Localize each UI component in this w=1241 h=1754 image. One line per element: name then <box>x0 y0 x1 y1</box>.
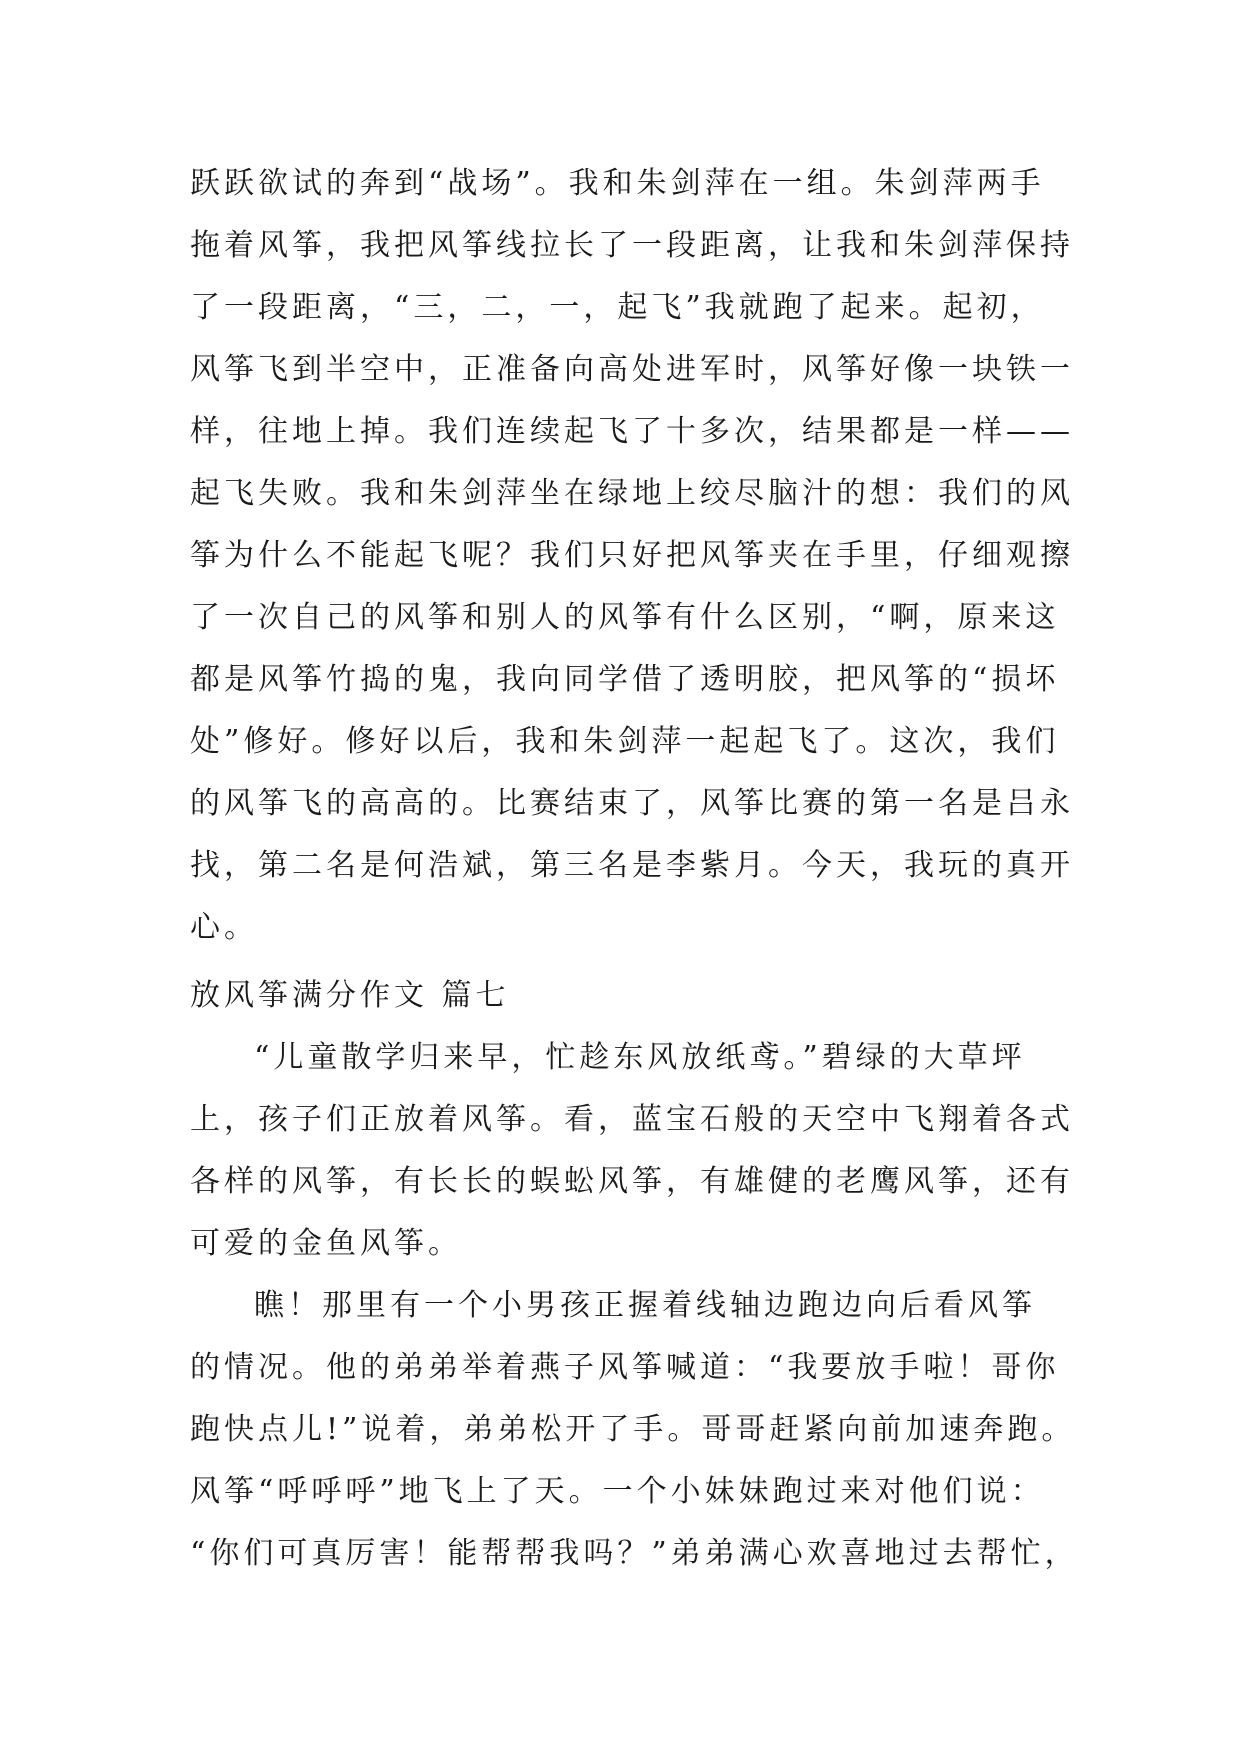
text-line: “儿童散学归来早，忙趁东风放纸鸢。”碧绿的大草坪 <box>254 1040 1026 1075</box>
text-line: 都是风筝竹捣的鬼，我向同学借了透明胶，把风筝的“损坏 <box>190 662 1060 697</box>
text-line: 的情况。他的弟弟举着燕子风筝喊道：“我要放手啦！哥你 <box>190 1350 1060 1385</box>
section-heading: 放风筝满分作文 篇七 <box>190 978 510 1013</box>
text-line: 上，孩子们正放着风筝。看，蓝宝石般的天空中飞翔着各式 <box>190 1102 1074 1137</box>
paragraph-1 <box>190 1027 1074 1275</box>
text-line: 风筝飞到半空中，正准备向高处进军时，风筝好像一块铁一 <box>190 352 1074 387</box>
previous-paragraph <box>190 153 1074 959</box>
text-line: 找，第二名是何浩斌，第三名是李紫月。今天，我玩的真开 <box>190 848 1074 883</box>
paragraph-2 <box>190 1275 1079 1585</box>
text-line: 筝为什么不能起飞呢？我们只好把风筝夹在手里，仔细观擦 <box>190 538 1074 573</box>
text-line: 了一段距离，“三，二，一，起飞”我就跑了起来。起初， <box>190 290 1045 325</box>
text-line: “你们可真厉害！能帮帮我吗？”弟弟满心欢喜地过去帮忙， <box>190 1536 1079 1571</box>
text-line: 跑快点儿!”说着，弟弟松开了手。哥哥赶紧向前加速奔跑。 <box>190 1412 1076 1447</box>
text-line: 的风筝飞的高高的。比赛结束了，风筝比赛的第一名是吕永 <box>190 786 1074 821</box>
text-line: 各样的风筝，有长长的蜈蚣风筝，有雄健的老鹰风筝，还有 <box>190 1164 1074 1199</box>
section-seven <box>190 965 1079 1585</box>
text-line: 样，往地上掉。我们连续起飞了十多次，结果都是一样—— <box>190 414 1074 449</box>
text-line: 处”修好。修好以后，我和朱剑萍一起起飞了。这次，我们 <box>190 724 1060 759</box>
text-line: 瞧！那里有一个小男孩正握着线轴边跑边向后看风筝 <box>254 1288 1036 1323</box>
text-line: 了一次自己的风筝和别人的风筝有什么区别，“啊，原来这 <box>190 600 1060 635</box>
text-line: 风筝“呼呼呼”地飞上了天。一个小妹妹跑过来对他们说： <box>190 1474 1045 1509</box>
text-line: 心。 <box>190 910 258 945</box>
text-line: 跃跃欲试的奔到“战场”。我和朱剑萍在一组。朱剑萍两手 <box>190 166 1045 201</box>
text-line: 起飞失败。我和朱剑萍坐在绿地上绞尽脑汁的想：我们的风 <box>190 476 1074 511</box>
text-line: 拖着风筝，我把风筝线拉长了一段距离，让我和朱剑萍保持 <box>190 228 1074 263</box>
text-line: 可爱的金鱼风筝。 <box>190 1226 462 1261</box>
